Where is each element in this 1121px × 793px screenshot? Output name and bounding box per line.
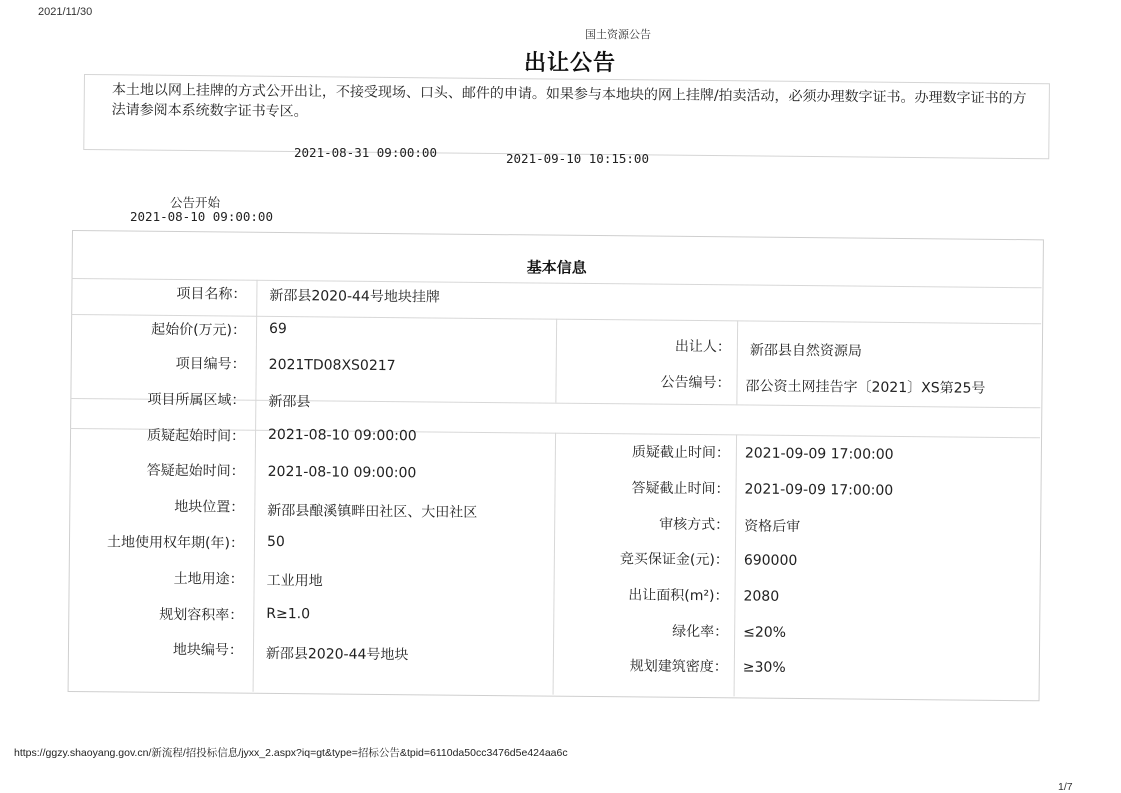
announce-start-label: 公告开始 <box>170 195 221 210</box>
info-row <box>556 335 1041 374</box>
info-row <box>71 282 556 321</box>
info-row <box>69 531 554 570</box>
info-value: 新邵县 <box>268 393 311 411</box>
info-row <box>71 352 556 391</box>
info-value: 新邵县2020-44号地块挂牌 <box>269 287 440 306</box>
info-value: ≥30% <box>742 659 786 676</box>
page-url[interactable]: https://ggzy.shaoyang.gov.cn/新流程/招投标信息/jyxx_2.aspx?iq=gt&type=招标公告&tpid=6110da50cc3476d5e424aa6c <box>14 747 568 759</box>
info-value: 2021-09-09 17:00:00 <box>744 445 894 463</box>
info-row <box>554 477 1039 516</box>
info-value: 新邵县自然资源局 <box>749 342 862 360</box>
info-label: 项目所属区域： <box>147 391 246 409</box>
info-label: 答疑起始时间： <box>146 462 245 480</box>
info-label: 土地用途： <box>173 570 244 588</box>
time-2: 2021-09-10 10:15:00 <box>506 151 649 166</box>
info-label: 质疑起始时间： <box>146 427 246 445</box>
info-label: 公告编号： <box>660 374 731 392</box>
info-value: 邵公资土网挂告字〔2021〕XS第25号 <box>745 378 986 397</box>
info-label: 土地使用权年期(年)： <box>106 534 245 552</box>
info-row <box>68 567 553 606</box>
info-label: 答疑截止时间： <box>631 480 730 498</box>
info-row <box>553 655 1038 694</box>
info-label: 质疑截止时间： <box>631 444 730 462</box>
info-value: 新邵县2020-44号地块 <box>265 645 409 664</box>
info-value: ≤20% <box>743 624 787 641</box>
header-label: 国土资源公告 <box>585 28 651 41</box>
info-label: 规划容积率： <box>159 606 244 624</box>
info-row <box>69 495 554 534</box>
print-date: 2021/11/30 <box>38 6 93 18</box>
info-label: 出让面积(m²)： <box>628 587 729 605</box>
info-label: 绿化率： <box>672 623 729 641</box>
info-label: 出让人： <box>674 338 731 356</box>
info-row <box>553 620 1038 659</box>
info-value: 新邵县酿溪镇畔田社区、大田社区 <box>267 502 478 521</box>
info-value: 2021-08-10 09:00:00 <box>267 463 417 482</box>
info-label: 地块位置： <box>174 498 245 516</box>
info-value: 2080 <box>743 588 780 605</box>
info-row <box>553 584 1038 623</box>
info-value: 2021-08-10 09:00:00 <box>267 426 417 445</box>
info-row <box>68 638 553 677</box>
info-label: 项目编号： <box>175 356 246 373</box>
info-label: 项目名称： <box>176 286 247 303</box>
info-value: 50 <box>266 533 285 551</box>
info-row <box>70 424 555 463</box>
info-value: 工业用地 <box>266 572 323 590</box>
info-value: 资格后审 <box>744 518 801 536</box>
info-label: 地块编号： <box>172 641 244 659</box>
page-title: 出让公告 <box>524 51 617 76</box>
info-value: 2021-09-09 17:00:00 <box>744 481 894 499</box>
info-label: 起始价(万元)： <box>151 321 247 339</box>
info-row <box>554 513 1039 552</box>
announce-start-time: 2021-08-10 09:00:00 <box>130 209 273 224</box>
info-label: 规划建筑密度： <box>629 658 728 676</box>
time-1: 2021-08-31 09:00:00 <box>294 145 437 160</box>
info-value: 2021TD08XS0217 <box>268 356 396 375</box>
info-value: 690000 <box>743 552 798 569</box>
page-number: 1/7 <box>1058 781 1073 793</box>
info-row <box>69 459 554 498</box>
info-row <box>555 441 1040 480</box>
info-row <box>555 371 1040 410</box>
notice-text: 本土地以网上挂牌的方式公开出让，不接受现场、口头、邮件的申请。如果参与本地块的网上挂牌/拍卖活动，必须办理数字证书。办理数字证书的方法请参阅本系统数字证书专区。 <box>111 81 1027 120</box>
info-value: 69 <box>268 320 287 338</box>
info-value: R≥1.0 <box>266 605 311 623</box>
info-label: 竞买保证金(元)： <box>619 551 729 569</box>
basic-info-heading: 基本信息 <box>526 258 587 277</box>
info-row <box>71 318 556 357</box>
info-row <box>70 388 555 427</box>
basic-info-table <box>68 230 1044 701</box>
info-row <box>554 548 1039 587</box>
info-label: 审核方式： <box>659 516 730 534</box>
info-row <box>68 603 553 642</box>
